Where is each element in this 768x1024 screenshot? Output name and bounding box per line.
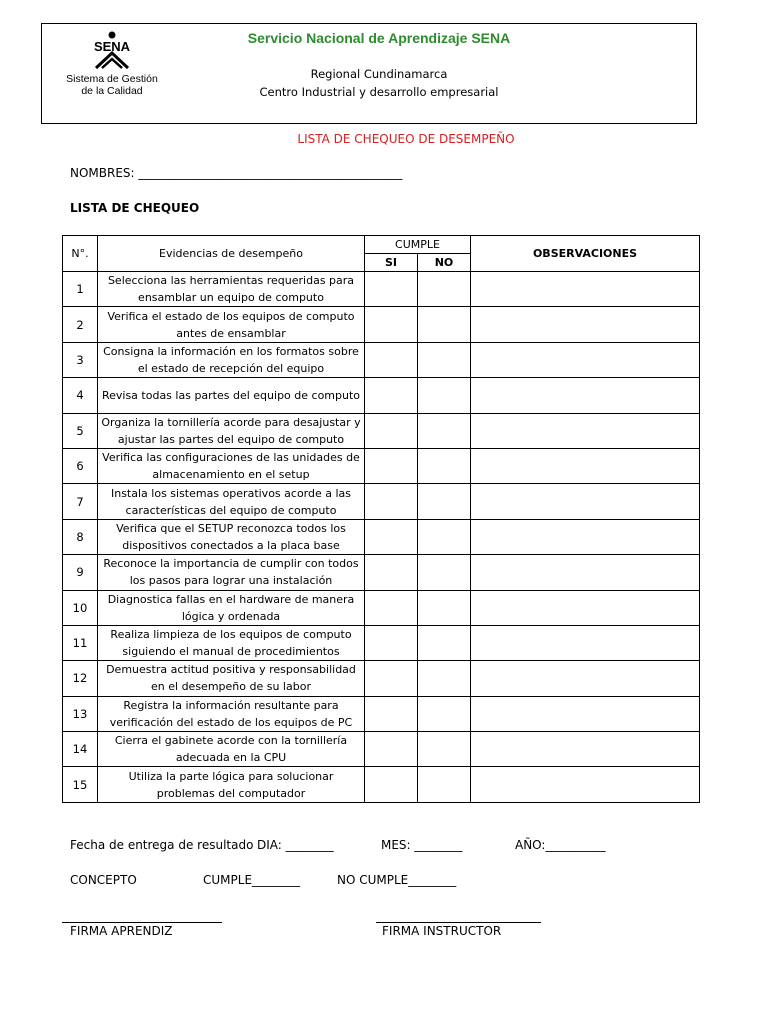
no-checkbox-cell[interactable]	[418, 696, 471, 731]
organization-name: Servicio Nacional de Aprendizaje SENA	[247, 30, 511, 46]
no-checkbox-cell[interactable]	[418, 342, 471, 377]
si-checkbox-cell[interactable]	[365, 732, 418, 767]
checklist-table	[62, 235, 700, 803]
table-row	[63, 448, 700, 483]
no-checkbox-cell[interactable]	[418, 272, 471, 307]
firma-instructor-label: FIRMA INSTRUCTOR	[382, 924, 502, 938]
dia-field[interactable]: DIA: ________	[257, 838, 334, 852]
si-checkbox-cell[interactable]	[365, 625, 418, 660]
row-number: 5	[63, 413, 98, 448]
row-number: 12	[63, 661, 98, 696]
fecha-label: Fecha de entrega de resultado	[70, 838, 254, 852]
row-number: 15	[63, 767, 98, 802]
concepto-label: CONCEPTO	[70, 873, 137, 887]
table-row	[63, 519, 700, 554]
cumple-field[interactable]: CUMPLE________	[203, 873, 301, 887]
row-number: 6	[63, 448, 98, 483]
table-row	[63, 696, 700, 731]
row-evidence: Selecciona las herramientas requeridas para ensamblar un equipo de computo	[98, 272, 365, 307]
observaciones-cell[interactable]	[471, 696, 700, 731]
si-checkbox-cell[interactable]	[365, 272, 418, 307]
no-checkbox-cell[interactable]	[418, 661, 471, 696]
observaciones-cell[interactable]	[471, 378, 700, 413]
row-number: 11	[63, 625, 98, 660]
row-number: 10	[63, 590, 98, 625]
row-evidence: Verifica el estado de los equipos de computo antes de ensamblar	[98, 307, 365, 342]
row-evidence: Diagnostica fallas en el hardware de manera lógica y ordenada	[98, 590, 365, 625]
no-checkbox-cell[interactable]	[418, 378, 471, 413]
nombres-field[interactable]: NOMBRES: ____________________________________________	[70, 166, 403, 180]
no-checkbox-cell[interactable]	[418, 484, 471, 519]
row-evidence: Registra la información resultante para verificación del estado de los equipos de PC	[98, 696, 365, 731]
si-checkbox-cell[interactable]	[365, 555, 418, 590]
no-checkbox-cell[interactable]	[418, 555, 471, 590]
header-evidence: Evidencias de desempeño	[98, 236, 365, 272]
table-row	[63, 342, 700, 377]
row-evidence: Revisa todas las partes del equipo de computo	[98, 378, 365, 413]
logo-wordmark: SENA	[93, 39, 131, 54]
observaciones-cell[interactable]	[471, 732, 700, 767]
no-checkbox-cell[interactable]	[418, 448, 471, 483]
si-checkbox-cell[interactable]	[365, 342, 418, 377]
table-row	[63, 732, 700, 767]
observaciones-cell[interactable]	[471, 484, 700, 519]
row-number: 14	[63, 732, 98, 767]
observaciones-cell[interactable]	[471, 767, 700, 802]
aprendiz-signature-line[interactable]	[62, 922, 222, 923]
logo-caption: Sistema de Gestión de la Calidad	[66, 73, 158, 97]
row-number: 3	[63, 342, 98, 377]
row-evidence: Cierra el gabinete acorde con la tornillería adecuada en la CPU	[98, 732, 365, 767]
row-evidence: Realiza limpieza de los equipos de computo siguiendo el manual de procedimientos	[98, 625, 365, 660]
row-number: 1	[63, 272, 98, 307]
table-row	[63, 767, 700, 802]
si-checkbox-cell[interactable]	[365, 590, 418, 625]
firma-aprendiz-label: FIRMA APRENDIZ	[70, 924, 173, 938]
document-title: LISTA DE CHEQUEO DE DESEMPEÑO	[297, 132, 515, 146]
row-evidence: Instala los sistemas operativos acorde a las características del equipo de computo	[98, 484, 365, 519]
observaciones-cell[interactable]	[471, 555, 700, 590]
si-checkbox-cell[interactable]	[365, 413, 418, 448]
table-row	[63, 378, 700, 413]
row-number: 13	[63, 696, 98, 731]
table-row	[63, 555, 700, 590]
observaciones-cell[interactable]	[471, 342, 700, 377]
table-row	[63, 484, 700, 519]
no-checkbox-cell[interactable]	[418, 625, 471, 660]
si-checkbox-cell[interactable]	[365, 519, 418, 554]
row-number: 4	[63, 378, 98, 413]
no-checkbox-cell[interactable]	[418, 307, 471, 342]
observaciones-cell[interactable]	[471, 272, 700, 307]
observaciones-cell[interactable]	[471, 661, 700, 696]
row-number: 8	[63, 519, 98, 554]
observaciones-cell[interactable]	[471, 448, 700, 483]
si-checkbox-cell[interactable]	[365, 307, 418, 342]
instructor-signature-line[interactable]	[376, 922, 541, 923]
no-checkbox-cell[interactable]	[418, 519, 471, 554]
row-evidence: Organiza la tornillería acorde para desajustar y ajustar las partes del equipo de computo	[98, 413, 365, 448]
row-number: 7	[63, 484, 98, 519]
row-evidence: Demuestra actitud positiva y responsabilidad en el desempeño de su labor	[98, 661, 365, 696]
table-row	[63, 413, 700, 448]
si-checkbox-cell[interactable]	[365, 767, 418, 802]
list-heading: LISTA DE CHEQUEO	[70, 201, 200, 215]
table-row	[63, 625, 700, 660]
header-observaciones: OBSERVACIONES	[471, 236, 700, 272]
table-row	[63, 307, 700, 342]
observaciones-cell[interactable]	[471, 307, 700, 342]
row-number: 2	[63, 307, 98, 342]
header-num: N°.	[63, 236, 98, 272]
no-checkbox-cell[interactable]	[418, 413, 471, 448]
table-row	[63, 661, 700, 696]
row-evidence: Reconoce la importancia de cumplir con todos los pasos para lograr una instalación	[98, 555, 365, 590]
header-si: SI	[365, 254, 418, 272]
mes-field[interactable]: MES: ________	[381, 838, 463, 852]
regional-name: Regional Cundinamarca	[310, 67, 448, 81]
row-number: 9	[63, 555, 98, 590]
si-checkbox-cell[interactable]	[365, 484, 418, 519]
table-row	[63, 590, 700, 625]
row-evidence: Utiliza la parte lógica para solucionar problemas del computador	[98, 767, 365, 802]
observaciones-cell[interactable]	[471, 413, 700, 448]
no-checkbox-cell[interactable]	[418, 590, 471, 625]
si-checkbox-cell[interactable]	[365, 696, 418, 731]
no-cumple-field[interactable]: NO CUMPLE________	[337, 873, 457, 887]
si-checkbox-cell[interactable]	[365, 661, 418, 696]
row-evidence: Verifica que el SETUP reconozca todos los dispositivos conectados a la placa base	[98, 519, 365, 554]
ano-field[interactable]: AÑO:__________	[515, 838, 606, 852]
table-row	[63, 272, 700, 307]
no-checkbox-cell[interactable]	[418, 732, 471, 767]
observaciones-cell[interactable]	[471, 519, 700, 554]
header-no: NO	[418, 254, 471, 272]
header-cumple: CUMPLE	[365, 236, 471, 254]
centro-name: Centro Industrial y desarrollo empresarial	[259, 85, 499, 99]
row-evidence: Verifica las configuraciones de las unidades de almacenamiento en el setup	[98, 448, 365, 483]
document-header	[41, 23, 697, 124]
row-evidence: Consigna la información en los formatos sobre el estado de recepción del equipo	[98, 342, 365, 377]
si-checkbox-cell[interactable]	[365, 378, 418, 413]
observaciones-cell[interactable]	[471, 625, 700, 660]
observaciones-cell[interactable]	[471, 590, 700, 625]
no-checkbox-cell[interactable]	[418, 767, 471, 802]
si-checkbox-cell[interactable]	[365, 448, 418, 483]
